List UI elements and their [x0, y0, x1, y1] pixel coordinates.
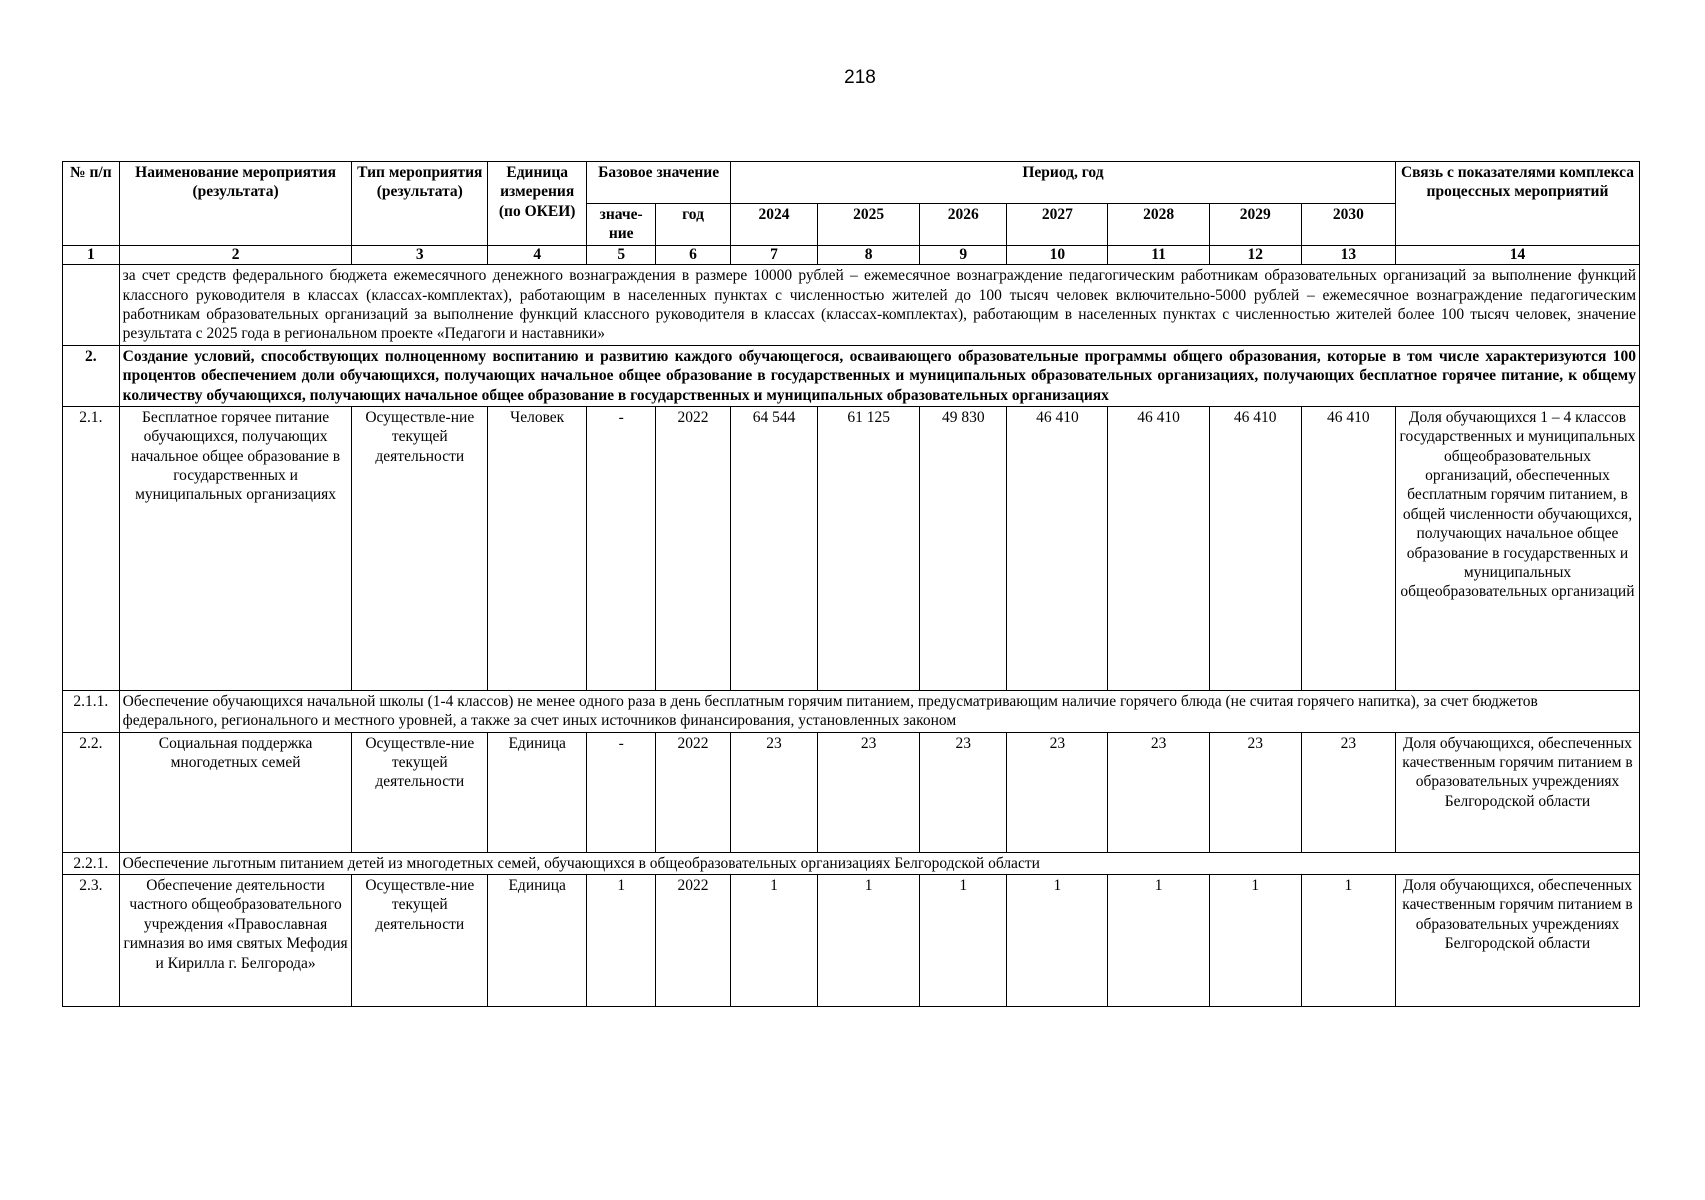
- row-value-2024: 1: [731, 875, 818, 1007]
- header-col-unit: Единица измерения (по ОКЕИ): [488, 162, 587, 246]
- row-base-year: 2022: [656, 406, 731, 690]
- page-number: 218: [844, 67, 876, 88]
- row-value-2027: 46 410: [1007, 406, 1108, 690]
- table-row: [63, 875, 1640, 1007]
- column-number: 5: [587, 246, 656, 265]
- header-year: 2030: [1301, 204, 1395, 246]
- column-number: 1: [63, 246, 120, 265]
- row-name: Обеспечение деятельности частного общеобразовательного учреждения «Православная гимназия во имя святых Мефодия и Кирилла г. Белгорода»: [119, 875, 352, 1007]
- column-number: 13: [1301, 246, 1395, 265]
- row-no: 2.1.: [63, 406, 120, 690]
- section-2-row: [63, 345, 1640, 406]
- row-value-2024: 23: [731, 732, 818, 852]
- row-value-2026: 23: [920, 732, 1007, 852]
- row-base-year: 2022: [656, 875, 731, 1007]
- row-name: Социальная поддержка многодетных семей: [119, 732, 352, 852]
- column-number: 14: [1395, 246, 1639, 265]
- row-value-2027: 23: [1007, 732, 1108, 852]
- table-row: [63, 406, 1640, 690]
- row-type: Осуществле-ние текущей деятельности: [352, 732, 488, 852]
- row-value-2028: 46 410: [1108, 406, 1209, 690]
- header-year: 2029: [1209, 204, 1301, 246]
- column-number: 7: [731, 246, 818, 265]
- row-unit: Единица: [488, 875, 587, 1007]
- header-year: 2025: [818, 204, 920, 246]
- header-col-period: Период, год: [731, 162, 1396, 204]
- row-value-2030: 46 410: [1301, 406, 1395, 690]
- header-year: 2027: [1007, 204, 1108, 246]
- results-table: [62, 161, 1640, 1007]
- subrow: [63, 852, 1640, 874]
- column-number: 8: [818, 246, 920, 265]
- continuation-row: [63, 265, 1640, 346]
- header-base-year: год: [656, 204, 731, 246]
- row-value-2026: 1: [920, 875, 1007, 1007]
- row-value-2030: 23: [1301, 732, 1395, 852]
- column-number: 10: [1007, 246, 1108, 265]
- row-no: 2.3.: [63, 875, 120, 1007]
- column-number: 3: [352, 246, 488, 265]
- row-value-2025: 23: [818, 732, 920, 852]
- row-base-year: 2022: [656, 732, 731, 852]
- row-unit: Человек: [488, 406, 587, 690]
- row-value-2024: 64 544: [731, 406, 818, 690]
- row-value-2027: 1: [1007, 875, 1108, 1007]
- section-2-title: Создание условий, способствующих полноценному воспитанию и развитию каждого обучающегося, осваивающего образовательные программы общего образования, которые в том числе характеризуются 100 процентов обеспечением доли обучающихся, получающих начальное общее образование в государственных и муниципальных образовательных организациях, получающих бесплатное горячее питание, к общему количеству обучающихся, получающих начальное общее образование в государственных и муниципальных образовательных организациях: [119, 345, 1639, 406]
- subrow-no: 2.1.1.: [63, 690, 120, 732]
- row-base-value: -: [587, 406, 656, 690]
- header-row-1: [63, 162, 1640, 204]
- continuation-no: [63, 265, 120, 346]
- subrow-text: Обеспечение льготным питанием детей из многодетных семей, обучающихся в общеобразовательных организациях Белгородской области: [119, 852, 1639, 874]
- row-type: Осуществле-ние текущей деятельности: [352, 875, 488, 1007]
- header-base-value: значе-ние: [587, 204, 656, 246]
- subrow-no: 2.2.1.: [63, 852, 120, 874]
- column-number: 4: [488, 246, 587, 265]
- header-year: 2024: [731, 204, 818, 246]
- header-year: 2026: [920, 204, 1007, 246]
- header-year: 2028: [1108, 204, 1209, 246]
- subrow: [63, 690, 1640, 732]
- column-number: 11: [1108, 246, 1209, 265]
- row-value-2029: 1: [1209, 875, 1301, 1007]
- column-number: 12: [1209, 246, 1301, 265]
- header-col-no: № п/п: [63, 162, 120, 246]
- row-name: Бесплатное горячее питание обучающихся, получающих начальное общее образование в государственных и муниципальных организациях: [119, 406, 352, 690]
- row-link: Доля обучающихся, обеспеченных качественным горячим питанием в образовательных учреждениях Белгородской области: [1395, 732, 1639, 852]
- row-unit: Единица: [488, 732, 587, 852]
- row-value-2028: 1: [1108, 875, 1209, 1007]
- column-number: 2: [119, 246, 352, 265]
- row-value-2025: 1: [818, 875, 920, 1007]
- row-no: 2.2.: [63, 732, 120, 852]
- row-base-value: 1: [587, 875, 656, 1007]
- row-link: Доля обучающихся, обеспеченных качественным горячим питанием в образовательных учреждениях Белгородской области: [1395, 875, 1639, 1007]
- header-col-link: Связь с показателями комплекса процессных мероприятий: [1395, 162, 1639, 246]
- row-value-2028: 23: [1108, 732, 1209, 852]
- continuation-text: за счет средств федерального бюджета ежемесячного денежного вознаграждения в размере 10000 рублей – ежемесячное вознаграждение педагогическим работникам образовательных организаций за выполнение функций классного руководителя в классах (классах-комплектах), работающим в населенных пунктах с численностью жителей до 100 тысяч человек включительно-5000 рублей – ежемесячное вознаграждение педагогическим работникам образовательных организаций за выполнение функций классного руководителя в классах (классах-комплектах), работающим в населенных пунктах с численностью жителей более 100 тысяч человек, значение результата с 2025 года в региональном проекте «Педагоги и наставники»: [119, 265, 1639, 346]
- column-number-row: [63, 246, 1640, 265]
- row-type: Осуществле-ние текущей деятельности: [352, 406, 488, 690]
- table-row: [63, 732, 1640, 852]
- row-base-value: -: [587, 732, 656, 852]
- header-col-base: Базовое значение: [587, 162, 731, 204]
- section-2-no: 2.: [63, 345, 120, 406]
- row-link: Доля обучающихся 1 – 4 классов государственных и муниципальных общеобразовательных организаций, обеспеченных бесплатным горячим питанием, в общей численности обучающихся, получающих начальное общее образование в государственных и муниципальных общеобразовательных организаций: [1395, 406, 1639, 690]
- header-col-name: Наименование мероприятия (результата): [119, 162, 352, 246]
- subrow-text: Обеспечение обучающихся начальной школы (1-4 классов) не менее одного раза в день бесплатным горячим питанием, предусматривающим наличие горячего блюда (не считая горячего напитка), за счет бюджетов федерального, регионального и местного уровней, а также за счет иных источников финансирования, установленных законом: [119, 690, 1639, 732]
- row-value-2029: 23: [1209, 732, 1301, 852]
- row-value-2030: 1: [1301, 875, 1395, 1007]
- column-number: 6: [656, 246, 731, 265]
- row-value-2025: 61 125: [818, 406, 920, 690]
- column-number: 9: [920, 246, 1007, 265]
- header-col-type: Тип мероприятия (результата): [352, 162, 488, 246]
- row-value-2026: 49 830: [920, 406, 1007, 690]
- row-value-2029: 46 410: [1209, 406, 1301, 690]
